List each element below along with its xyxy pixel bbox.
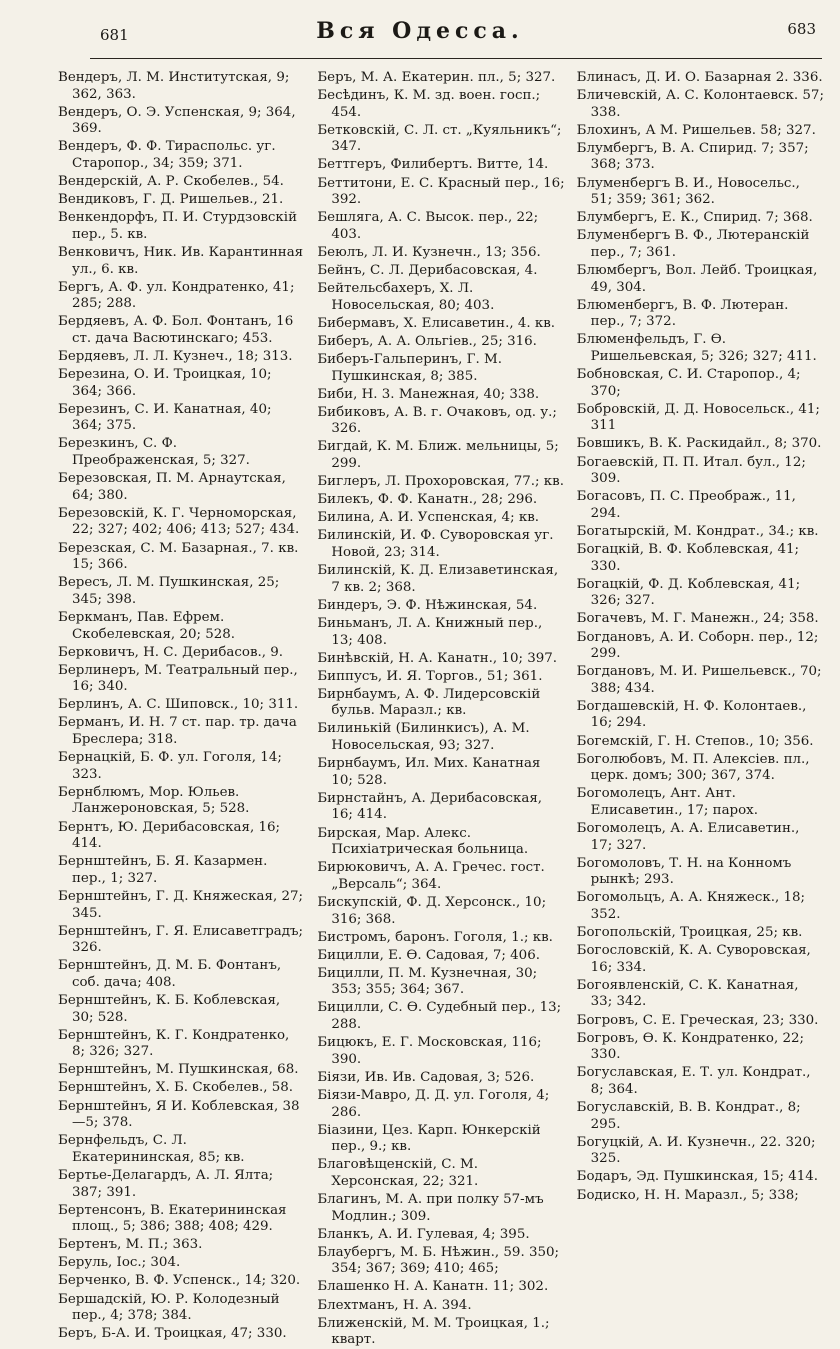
directory-entry: Богуцкій, А. И. Кузнечн., 22. 320; 325. xyxy=(576,1134,816,1167)
directory-entry: Біязи-Мавро, Д. Д. ул. Гоголя, 4; 286. xyxy=(317,1087,550,1120)
directory-entry: Бернштейнъ, К. Б. Коблевская, 30; 528. xyxy=(58,992,281,1025)
directory-entry: Бердяевъ, Л. Л. Кузнеч., 18; 313. xyxy=(58,349,293,364)
directory-entry: Блумбергъ, Е. К., Спирид. 7; 368. xyxy=(576,210,813,226)
directory-entry: Бертенсонъ, В. Екатерининская площ., 5; 386; 388; 408; 429. xyxy=(58,1202,287,1235)
directory-entry: Бличевскій, А. С. Колонтаевск. 57; 338. xyxy=(576,88,824,120)
directory-entry: Богдановъ, М. И. Ришельевск., 70; 388; 434. xyxy=(576,664,822,696)
directory-entry: Биньманъ, Л. А. Книжный пер., 13; 408. xyxy=(317,615,543,648)
directory-entry: Бернштейнъ, Г. Д. Княжеская, 27; 345. xyxy=(58,888,304,921)
directory-entry: Бертье-Делагардъ, А. Л. Ялта; 387; 391. xyxy=(58,1167,274,1200)
directory-entry: Богатырскій, М. Кондрат., 34.; кв. xyxy=(576,523,819,539)
page-number-left: 681 xyxy=(100,26,129,44)
directory-entry: Бинѣвскій, Н. А. Канатн., 10; 397. xyxy=(317,650,558,666)
page-title: Вся Одесса. xyxy=(316,18,524,44)
directory-entry: Ближенскій, М. М. Троицкая, 1.; кварт. xyxy=(317,1315,550,1348)
directory-entry: Бернштейнъ, М. Пушкинская, 68. xyxy=(58,1062,299,1078)
directory-entry: Блохинъ, А М. Ришельев. 58; 327. xyxy=(576,122,816,138)
directory-entry: Березина, О. И. Троицкая, 10; 364; 366. xyxy=(58,367,272,399)
directory-entry: Берковичъ, Н. С. Дерибасов., 9. xyxy=(58,644,284,660)
directory-entry: Бейтельсбахеръ, Х. Л. Новосельская, 80; 403. xyxy=(317,281,495,313)
directory-entry: Бернштейнъ, Г. Я. Елисаветградъ; 326. xyxy=(58,923,304,956)
column-middle xyxy=(311,70,570,1348)
directory-entry: Березская, С. М. Базарная., 7. кв. 15; 366. xyxy=(58,540,299,573)
directory-entry: Вендеръ, О. Э. Успенская, 9; 364, 369. xyxy=(58,104,296,137)
directory-entry: Бернштейнъ, Д. М. Б. Фонтанъ, соб. дача; 408. xyxy=(58,958,282,990)
directory-entry: Бистромъ, баронъ. Гоголя, 1.; кв. xyxy=(317,929,553,945)
page-number-right: 683 xyxy=(787,20,816,38)
directory-entry: Бланкъ, А. И. Гулевая, 4; 395. xyxy=(317,1226,530,1242)
directory-entry: Березинъ, С. И. Канатная, 40; 364; 375. xyxy=(58,401,272,434)
directory-entry: Бернтъ, Ю. Дерибасовская, 16; 414. xyxy=(58,819,281,852)
directory-entry: Вересъ, Л. М. Пушкинская, 25; 345; 398. xyxy=(58,575,280,607)
directory-entry: Бискупскій, Ф. Д. Херсонск., 10; 316; 368. xyxy=(317,894,547,927)
directory-entry: Беруль, Іос.; 304. xyxy=(58,1255,181,1271)
directory-entry: Биберъ-Гальперинъ, Г. М. Пушкинская, 8; 385. xyxy=(317,352,502,384)
directory-entry: Бетковскій, С. Л. ст. „Куяльникъ“; 347. xyxy=(317,122,562,155)
directory-entry: Бернштейнъ, К. Г. Кондратенко, 8; 326; 327. xyxy=(58,1027,290,1060)
directory-entry: Боголюбовъ, М. П. Алексіев. пл., церк. домъ; 300; 367, 374. xyxy=(576,751,810,784)
directory-entry: Бицилли, Е. Ѳ. Садовая, 7; 406. xyxy=(317,947,540,963)
directory-entry: Бицилли, С. Ѳ. Судебный пер., 13; 288. xyxy=(317,1000,562,1033)
directory-entry: Благовѣщенскій, С. М. Херсонская, 22; 321. xyxy=(317,1157,479,1189)
directory-entry: Бигдай, К. М. Ближ. мельницы, 5; 299. xyxy=(317,439,559,472)
directory-entry: Богомольцъ, А. А. Княжеск., 18; 352. xyxy=(576,890,806,922)
directory-entry: Бирская, Мар. Алекс. Психіатрическая больница. xyxy=(317,825,529,858)
directory-entry: Бицюкъ, Е. Г. Московская, 116; 390. xyxy=(317,1035,542,1067)
directory-entry: Богословскій, К. А. Суворовская, 16; 334. xyxy=(576,943,811,975)
directory-entry: Блуменбергъ В. И., Новосельс., 51; 359; 361; 362. xyxy=(576,175,800,208)
directory-entry: Билина, А. И. Успенская, 4; кв. xyxy=(317,510,540,526)
directory-entry: Богемскій, Г. Н. Степов., 10; 356. xyxy=(576,733,814,749)
directory-entry: Богасовъ, П. С. Преображ., 11, 294. xyxy=(576,489,796,521)
column-right xyxy=(571,70,830,1320)
directory-entry: Богдановъ, А. И. Соборн. пер., 12; 299. xyxy=(576,629,819,662)
directory-entry: Богровъ, С. Е. Греческая, 23; 330. xyxy=(576,1012,819,1028)
directory-entry: Бершадскій, Ю. Р. Колодезный пер., 4; 378; 384. xyxy=(58,1291,280,1324)
directory-entry: Бицилли, П. М. Кузнечная, 30; 353; 355; 364; 367. xyxy=(317,965,538,998)
directory-entry: Билинскій, К. Д. Елизаветинская, 7 кв. 2; 368. xyxy=(317,563,559,595)
directory-entry: Блюменфельдъ, Г. Ѳ. Ришельевская, 5; 326; 327; 411. xyxy=(576,332,817,364)
directory-entry: Беръ, Б-А. И. Троицкая, 47; 330. xyxy=(58,1326,287,1342)
directory-entry: Березовскій, К. Г. Черноморская, 22; 327; 402; 406; 413; 527; 434. xyxy=(58,505,300,538)
directory-entry: Вендеръ, Ф. Ф. Тираспольс. уг. Старопор., 34; 359; 371. xyxy=(58,139,276,171)
directory-entry: Бирнстайнъ, А. Дерибасовская, 16; 414. xyxy=(317,790,543,823)
directory-entry: Біазини, Цез. Карп. Юнкерскій пер., 9.; кв. xyxy=(317,1122,541,1155)
directory-entry: Богровъ, Ѳ. К. Кондратенко, 22; 330. xyxy=(576,1030,805,1063)
directory-entry: Богдашевскій, Н. Ф. Колонтаев., 16; 294. xyxy=(576,698,807,731)
directory-entry: Блаубергъ, М. Б. Нѣжин., 59. 350; 354; 367; 369; 410; 465; xyxy=(317,1244,560,1277)
directory-entry: Березовская, П. М. Арнаутская, 64; 380. xyxy=(58,471,286,503)
directory-entry: Биппусъ, И. Я. Торгов., 51; 361. xyxy=(317,668,543,684)
directory-entry: Бернфельдъ, С. Л. Екатерининская, 85; кв. xyxy=(58,1133,245,1165)
directory-entry: Блинасъ, Д. И. О. Базарная 2. 336. xyxy=(576,70,823,85)
directory-entry: Бирнбаумъ, А. Ф. Лидерсовскій бульв. Маразл.; кв. xyxy=(317,686,541,719)
directory-entry: Билекъ, Ф. Ф. Канатн., 28; 296. xyxy=(317,492,538,508)
directory-entry: Биглеръ, Л. Прохоровская, 77.; кв. xyxy=(317,474,564,490)
directory-entry: Бовшикъ, В. К. Раскидайл., 8; 370. xyxy=(576,436,822,452)
directory-entry: Бобновская, С. И. Старопор., 4; 370; xyxy=(576,367,801,399)
directory-entry: Биндеръ, Э. Ф. Нѣжинская, 54. xyxy=(317,597,538,613)
directory-entry: Венковичъ, Ник. Ив. Карантинная ул., 6. кв. xyxy=(58,244,304,277)
directory-entry: Бейнъ, С. Л. Дерибасовская, 4. xyxy=(317,263,538,279)
directory-entry: Богомолецъ, Ант. Ант. Елисаветин., 17; парох. xyxy=(576,786,758,818)
directory-entry: Бобровскій, Д. Д. Новосельск., 41; 311 xyxy=(576,401,820,434)
directory-entry: Блюмбергъ, Вол. Лейб. Троицкая, 49, 304. xyxy=(576,263,818,295)
directory-entry: Бердяевъ, А. Ф. Бол. Фонтанъ, 16 ст. дача Васютинскаго; 453. xyxy=(58,314,294,346)
directory-entry: Біязи, Ив. Ив. Садовая, 3; 526. xyxy=(317,1069,535,1085)
directory-entry: Благинъ, М. А. при полку 57-мъ Модлин.; 309. xyxy=(317,1192,544,1224)
directory-entry: Бернштейнъ, Я И. Коблевская, 38—5; 378. xyxy=(58,1098,300,1131)
directory-entry: Бернблюмъ, Мор. Юльев. Ланжероновская, 5; 528. xyxy=(58,784,250,817)
directory-entry: Богаевскій, П. П. Итал. бул., 12; 309. xyxy=(576,454,806,487)
directory-entry: Вендиковъ, Г. Д. Ришельев., 21. xyxy=(58,192,284,208)
directory-entry: Богачевъ, М. Г. Манежн., 24; 358. xyxy=(576,611,819,627)
directory-entry: Блумбергъ, В. А. Спирид. 7; 357; 368; 373. xyxy=(576,140,809,173)
directory-entry: Берлинъ, А. С. Шиповск., 10; 311. xyxy=(58,697,299,713)
page-header xyxy=(0,18,840,54)
directory-entry: Берманъ, И. Н. 7 ст. пар. тр. дача Бреслера; 318. xyxy=(58,715,297,748)
directory-entry: Берлинеръ, М. Театральный пер., 16; 340. xyxy=(58,662,298,695)
directory-entry: Бирюковичъ, А. А. Гречес. гост. „Версаль“; 364. xyxy=(317,860,545,892)
directory-entry: Бибермавъ, Х. Елисаветин., 4. кв. xyxy=(317,315,556,331)
directory-entry: Биби, Н. 3. Манежная, 40; 338. xyxy=(317,386,540,402)
directory-entry: Бодаръ, Эд. Пушкинская, 15; 414. xyxy=(576,1169,819,1185)
directory-entry: Богоявленскій, С. К. Канатная, 33; 342. xyxy=(576,977,799,1010)
directory-entry: Беттитони, Е. С. Красный пер., 16; 392. xyxy=(317,175,565,208)
directory-entry: Богацкій, В. Ф. Коблевская, 41; 330. xyxy=(576,542,800,574)
directory-entry: Венкендорфъ, П. И. Стурдзовскій пер., 5. кв. xyxy=(58,210,298,242)
header-rule xyxy=(90,58,822,59)
directory-entry: Березкинъ, С. Ф. Преображенская, 5; 327. xyxy=(58,436,250,469)
directory-entry: Блашенко Н. А. Канатн. 11; 302. xyxy=(317,1279,549,1295)
directory-entry: Бибиковъ, А. В. г. Очаковъ, од. у.; 326. xyxy=(317,404,557,437)
directory-entry: Богомолецъ, А. А. Елисаветин., 17; 327. xyxy=(576,821,800,853)
directory-entry: Бернштейнъ, Х. Б. Скобелев., 58. xyxy=(58,1080,294,1096)
column-left xyxy=(52,70,311,1342)
directory-entry: Беръ, М. А. Екатерин. пл., 5; 327. xyxy=(317,70,556,85)
directory-entry: Богацкій, Ф. Д. Коблевская, 41; 326; 327. xyxy=(576,576,801,609)
directory-entry: Вендерскій, А. Р. Скобелев., 54. xyxy=(58,174,284,190)
directory-entry: Блехтманъ, Н. А. 394. xyxy=(317,1297,472,1313)
directory-entry: Бесѣдинъ, К. М. зд. воен. госп.; 454. xyxy=(317,88,541,120)
directory-entry: Бертенъ, М. П.; 363. xyxy=(58,1237,203,1253)
directory-entry: Блюменбергъ, В. Ф. Лютеран. пер., 7; 372. xyxy=(576,297,789,330)
directory-entry: Билинскій, И. Ф. Суворовская уг. Новой, 23; 314. xyxy=(317,528,554,561)
directory-entry: Беюлъ, Л. И. Кузнечн., 13; 356. xyxy=(317,244,541,260)
directory-entry: Богуславская, Е. Т. ул. Кондрат., 8; 364. xyxy=(576,1065,811,1097)
directory-entry: Блуменбергъ В. Ф., Лютеранскій пер., 7; 361. xyxy=(576,228,810,260)
directory-entry: Бергъ, А. Ф. ул. Кондратенко, 41; 285; 288. xyxy=(58,279,295,312)
directory-entry: Бешляга, А. С. Высок. пер., 22; 403. xyxy=(317,210,539,242)
directory-entry: Беркманъ, Пав. Ефрем. Скобелевская, 20; 528. xyxy=(58,609,236,642)
directory-entry: Биберъ, А. А. Ольгіев., 25; 316. xyxy=(317,333,537,349)
directory-entry: Бодиско, Н. Н. Маразл., 5; 338; xyxy=(576,1187,799,1203)
directory-entry: Бернштейнъ, Б. Я. Казармен. пер., 1; 327. xyxy=(58,854,268,886)
directory-entry: Богомоловъ, Т. Н. на Конномъ рынкѣ; 293. xyxy=(576,855,792,888)
directory-entry: Вендеръ, Л. М. Институтская, 9; 362, 363. xyxy=(58,70,290,102)
directory-entry: Богуславскій, В. В. Кондрат., 8; 295. xyxy=(576,1100,801,1132)
directory-entry: Берченко, В. Ф. Успенск., 14; 320. xyxy=(58,1273,301,1289)
directory-entry: Богопольскій, Троицкая, 25; кв. xyxy=(576,925,803,941)
directory-entry: Бирнбаумъ, Ил. Мих. Канатная 10; 528. xyxy=(317,756,541,788)
entries-columns xyxy=(52,70,830,1348)
directory-entry: Беттгеръ, Филибертъ. Витте, 14. xyxy=(317,157,549,173)
directory-entry: Бернацкій, Б. Ф. ул. Гоголя, 14; 323. xyxy=(58,750,282,782)
directory-entry: Билинькій (Билинкисъ), А. М. Новосельская, 93; 327. xyxy=(317,721,530,754)
